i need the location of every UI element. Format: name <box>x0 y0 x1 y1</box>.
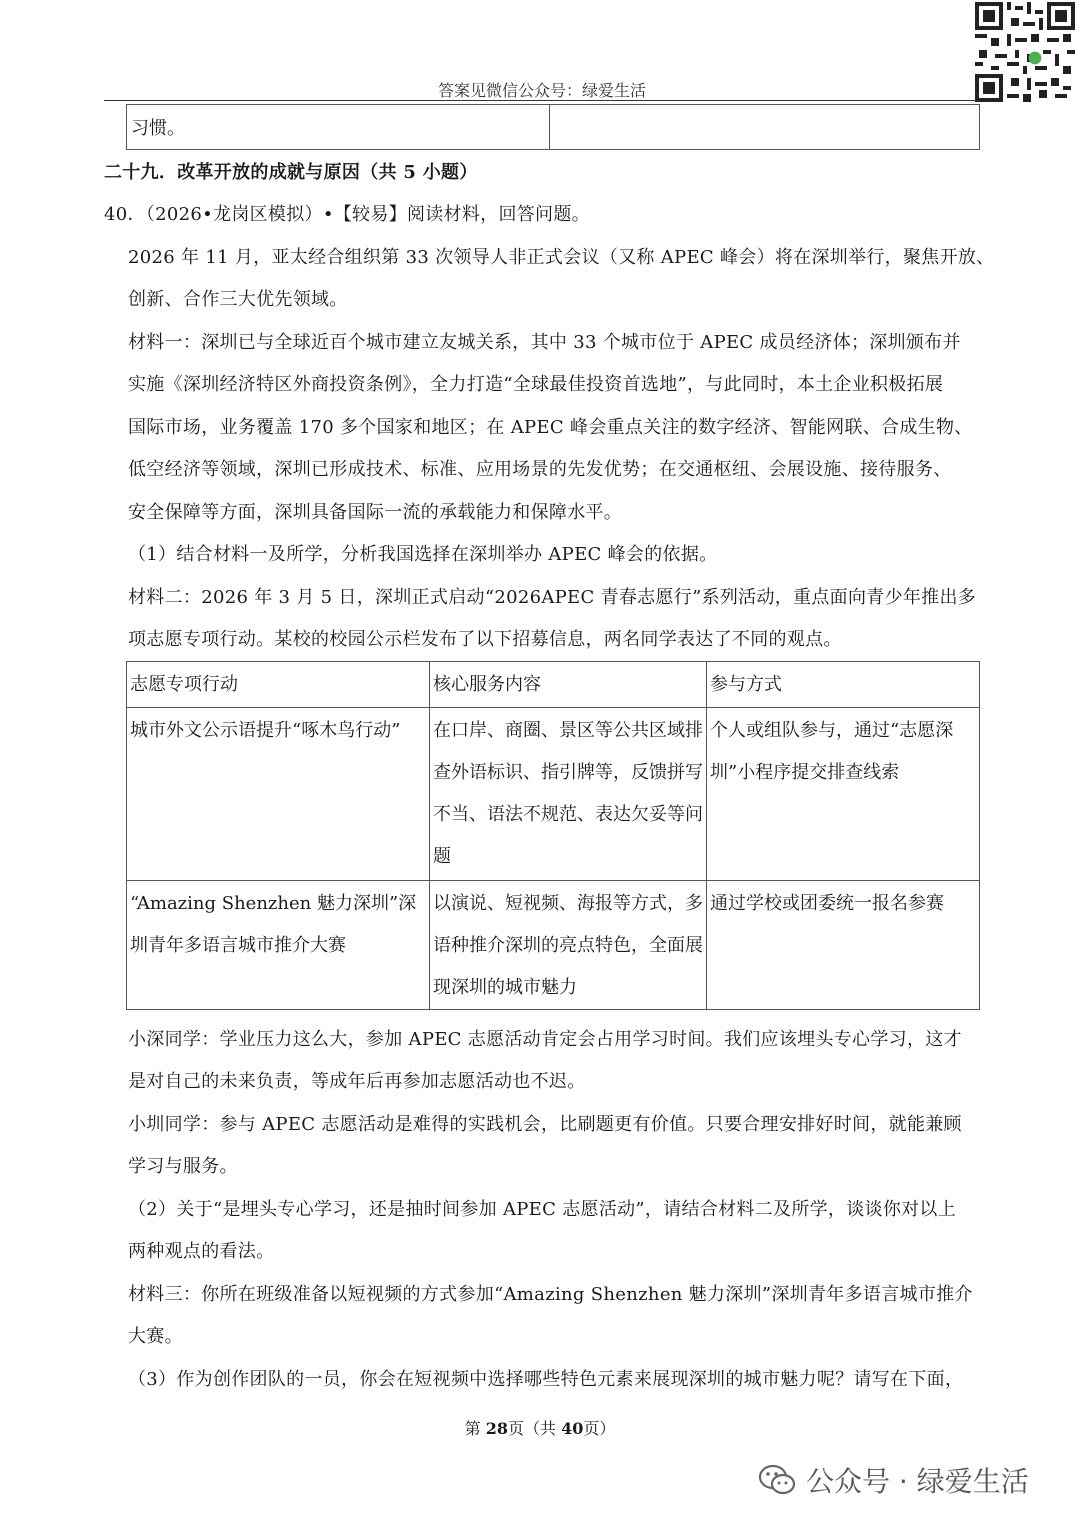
footer-suffix: 页） <box>583 1419 616 1438</box>
table-cell: “Amazing Shenzhen 魅力深圳”深圳青年多语言城市推介大赛 <box>127 881 430 1010</box>
footer-mid: 页（共 <box>507 1419 562 1438</box>
material1-line-3: 国际市场，业务覆盖 170 多个国家和地区；在 APEC 峰会重点关注的数字经济、智能网联、合成生物、 <box>128 417 973 438</box>
page-number: 28 <box>485 1419 508 1438</box>
material1-line-1: 材料一：深圳已与全球近百个城市建立友城关系，其中 33 个城市位于 APEC 成员经济体；深圳颁布并 <box>128 332 961 353</box>
table-header-cell: 核心服务内容 <box>430 662 707 708</box>
page-footer <box>0 1416 1080 1439</box>
page-header <box>104 74 980 101</box>
xiaoshen-line-2: 是对自己的未来负责，等成年后再参加志愿活动也不迟。 <box>128 1071 586 1092</box>
material1-line-5: 安全保障等方面，深圳具备国际一流的承载能力和保障水平。 <box>128 502 623 523</box>
continued-cell-left: 习惯。 <box>127 105 550 150</box>
question-2-line-2: 两种观点的看法。 <box>128 1241 275 1262</box>
table-header-cell: 志愿专项行动 <box>127 662 430 708</box>
section-title: 二十九．改革开放的成就与原因（共 5 小题） <box>104 162 478 183</box>
table-cell: 城市外文公示语提升“啄木鸟行动” <box>127 708 430 881</box>
total-pages: 40 <box>561 1419 584 1438</box>
qr-code-icon <box>975 2 1075 102</box>
watermark <box>758 1460 1029 1500</box>
material2-line-2: 项志愿专项行动。某校的校园公示栏发布了以下招募信息，两名同学表达了不同的观点。 <box>128 629 842 650</box>
material1-line-2: 实施《深圳经济特区外商投资条例》，全力打造“全球最佳投资首选地”，与此同时，本土企业积极拓展 <box>128 374 944 395</box>
xiaoshen-line-1: 小深同学：学业压力这么大，参加 APEC 志愿活动肯定会占用学习时间。我们应该埋头专心学习，这才 <box>128 1029 962 1050</box>
table-cell: 个人或组队参与，通过“志愿深圳”小程序提交排查线索 <box>707 708 980 881</box>
table-cell: 在口岸、商圈、景区等公共区域排查外语标识、指引牌等，反馈拼写不当、语法不规范、表达欠妥等问题 <box>430 708 707 881</box>
table-header-cell: 参与方式 <box>707 662 980 708</box>
question-1: （1）结合材料一及所学，分析我国选择在深圳举办 APEC 峰会的依据。 <box>128 544 718 565</box>
table-cell: 通过学校或团委统一报名参赛 <box>707 881 980 1010</box>
xiaozhen-line-1: 小圳同学：参与 APEC 志愿活动是难得的实践机会，比刷题更有价值。只要合理安排好时间，就能兼顾 <box>128 1114 962 1135</box>
header-text: 答案见微信公众号：绿爱生活 <box>437 81 646 100</box>
question-stem: 40．（2026•龙岗区模拟）•【较易】阅读材料，回答问题。 <box>104 204 590 225</box>
question-2-line-1: （2）关于“是埋头专心学习，还是抽时间参加 APEC 志愿活动”，请结合材料二及所学，谈谈你对以上 <box>128 1199 957 1220</box>
watermark-text: 公众号 · 绿爱生活 <box>806 1465 1029 1498</box>
material2-line-1: 材料二：2026 年 3 月 5 日，深圳正式启动“2026APEC 青春志愿行”系列活动，重点面向青少年推出多 <box>128 587 977 608</box>
volunteer-table <box>126 661 980 1010</box>
material1-line-4: 低空经济等领域，深圳已形成技术、标准、应用场景的先发优势；在交通枢纽、会展设施、接待服务、 <box>128 459 952 480</box>
material3-line-2: 大赛。 <box>128 1326 183 1347</box>
continued-cell-right <box>550 105 980 150</box>
intro-line-2: 创新、合作三大优先领域。 <box>128 289 348 310</box>
table-cell: 以演说、短视频、海报等方式，多语种推介深圳的亮点特色，全面展现深圳的城市魅力 <box>430 881 707 1010</box>
xiaozhen-line-2: 学习与服务。 <box>128 1156 238 1177</box>
wechat-icon <box>758 1463 796 1497</box>
table-row <box>127 881 980 1010</box>
footer-prefix: 第 <box>464 1419 486 1438</box>
continued-table <box>126 104 980 150</box>
question-3: （3）作为创作团队的一员，你会在短视频中选择哪些特色元素来展现深圳的城市魅力呢？请写在下面， <box>128 1369 964 1390</box>
table-header-row <box>127 662 980 708</box>
table-row <box>127 708 980 881</box>
material3-line-1: 材料三：你所在班级准备以短视频的方式参加“Amazing Shenzhen 魅力深圳”深圳青年多语言城市推介 <box>128 1284 973 1305</box>
intro-line-1: 2026 年 11 月，亚太经合组织第 33 次领导人非正式会议（又称 APEC 峰会）将在深圳举行，聚焦开放、 <box>128 247 995 268</box>
